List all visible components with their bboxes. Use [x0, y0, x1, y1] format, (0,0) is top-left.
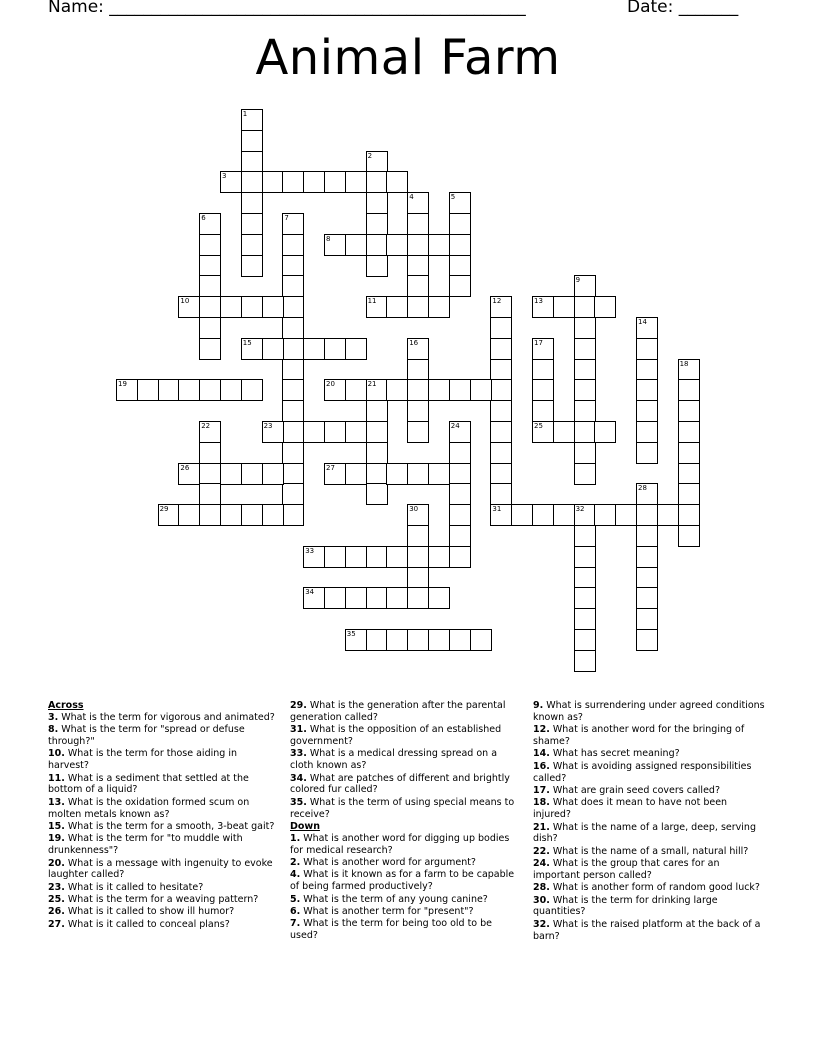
down-clue: 18. What does it mean to have not been injured?	[533, 797, 728, 821]
grid-cell[interactable]	[449, 379, 471, 401]
grid-cell[interactable]	[366, 234, 388, 256]
grid-cell[interactable]	[407, 359, 429, 381]
grid-cell[interactable]	[407, 629, 429, 651]
grid-cell[interactable]	[366, 192, 388, 214]
grid-cell[interactable]	[678, 379, 700, 401]
grid-number: 35	[346, 630, 356, 638]
grid-number: 25	[534, 422, 543, 430]
grid-cell[interactable]	[282, 317, 304, 339]
grid-cell[interactable]	[574, 650, 596, 672]
grid-cell[interactable]	[220, 463, 242, 485]
grid-cell[interactable]	[636, 567, 658, 589]
clue-column-2	[290, 700, 518, 942]
grid-cell[interactable]	[636, 525, 658, 547]
grid-cell[interactable]	[282, 275, 304, 297]
grid-cell[interactable]	[282, 338, 304, 360]
grid-number: 8	[326, 234, 331, 243]
grid-cell[interactable]	[262, 171, 284, 193]
grid-cell[interactable]	[407, 234, 429, 256]
grid-number: 7	[284, 214, 289, 222]
grid-cell[interactable]	[324, 171, 346, 193]
grid-cell[interactable]	[636, 608, 658, 630]
grid-cell[interactable]	[137, 379, 159, 401]
grid-cell[interactable]	[178, 504, 200, 526]
down-clue: 24. What is the group that cares for an important person called?	[533, 858, 720, 881]
grid-number: 18	[679, 359, 689, 368]
grid-cell[interactable]	[282, 234, 304, 256]
date-line: _______	[678, 0, 739, 17]
grid-cell[interactable]	[490, 379, 512, 401]
grid-cell[interactable]	[636, 504, 658, 526]
grid-cell[interactable]	[324, 587, 346, 609]
grid-cell[interactable]	[636, 400, 658, 422]
grid-cell[interactable]	[282, 400, 304, 422]
grid-cell[interactable]	[241, 234, 263, 256]
grid-cell[interactable]	[428, 546, 450, 568]
grid-cell[interactable]	[574, 359, 596, 381]
grid-number: 15	[242, 338, 252, 347]
grid-cell[interactable]	[366, 421, 388, 443]
grid-number: 26	[180, 463, 190, 472]
grid-cell[interactable]	[407, 213, 429, 235]
grid-number: 22	[201, 422, 211, 430]
grid-cell[interactable]	[574, 338, 596, 360]
grid-cell[interactable]	[574, 421, 596, 443]
grid-cell[interactable]	[636, 421, 658, 443]
grid-number: 32	[575, 505, 585, 514]
grid-cell[interactable]	[366, 463, 388, 485]
grid-cell[interactable]	[345, 379, 367, 401]
grid-cell[interactable]	[220, 379, 242, 401]
grid-cell[interactable]	[241, 255, 263, 277]
grid-cell[interactable]	[282, 171, 304, 193]
grid-cell[interactable]	[636, 587, 658, 609]
grid-cell[interactable]	[366, 546, 388, 568]
grid-cell[interactable]	[574, 567, 596, 589]
grid-cell[interactable]	[449, 255, 471, 277]
name-line: _________________________________________________	[109, 0, 526, 17]
across-clue: 27. What is it called to conceal plans?	[48, 918, 230, 930]
across-clue: 15. What is the term for a smooth, 3-beat gait?	[48, 820, 275, 832]
grid-cell[interactable]	[574, 317, 596, 339]
grid-cell[interactable]	[366, 171, 388, 193]
across-clue: 3. What is the term for vigorous and animated?	[48, 711, 275, 723]
grid-cell[interactable]	[407, 255, 429, 277]
down-clue: 12. What is another word for the bringing of shame?	[533, 724, 745, 747]
grid-cell[interactable]	[324, 338, 346, 360]
down-clue: 21. What is the name of a large, deep, serving dish?	[533, 821, 756, 845]
grid-cell[interactable]	[678, 463, 700, 485]
down-clue: 32. What is the raised platform at the back of a barn?	[533, 918, 761, 942]
grid-cell[interactable]	[574, 608, 596, 630]
down-heading: Down	[290, 820, 320, 832]
grid-number: 31	[492, 505, 502, 514]
grid-cell[interactable]	[428, 587, 450, 609]
grid-cell[interactable]	[636, 546, 658, 568]
grid-cell[interactable]	[199, 504, 221, 526]
across-heading: Across	[48, 700, 84, 711]
across-clue: 26. What is it called to show ill humor?	[48, 906, 235, 918]
grid-number: 23	[263, 422, 273, 430]
grid-cell[interactable]	[386, 296, 408, 318]
grid-number: 1	[242, 110, 248, 118]
grid-cell[interactable]	[241, 171, 263, 193]
grid-cell[interactable]	[490, 463, 512, 485]
grid-cell[interactable]	[407, 587, 429, 609]
grid-number: 14	[638, 318, 647, 326]
page-title: Animal Farm	[255, 30, 561, 86]
down-clue: 30. What is the term for drinking large quantities?	[533, 894, 718, 918]
grid-number: 30	[409, 505, 419, 514]
grid-number: 20	[326, 380, 335, 389]
name-label: Name:	[48, 0, 104, 17]
grid-cell[interactable]	[449, 483, 471, 505]
grid-cell[interactable]	[636, 629, 658, 651]
grid-cell[interactable]	[449, 234, 471, 256]
across-clue: 20. What is a message with ingenuity to evoke laughter called?	[48, 857, 273, 881]
grid-cell[interactable]	[345, 421, 367, 443]
across-clue: 13. What is the oxidation formed scum on molten metals known as?	[48, 796, 250, 820]
grid-cell[interactable]	[386, 587, 408, 609]
across-clue: 33. What is a medical dressing spread on a cloth known as?	[290, 748, 498, 772]
date-label: Date:	[627, 0, 674, 17]
grid-cell[interactable]	[574, 587, 596, 609]
across-clue: 11. What is a sediment that settled at the bottom of a liquid?	[48, 772, 249, 796]
grid-cell[interactable]	[678, 400, 700, 422]
grid-cell[interactable]	[345, 546, 367, 568]
grid-cell[interactable]	[282, 442, 304, 464]
grid-cell[interactable]	[470, 629, 492, 651]
grid-cell[interactable]	[532, 359, 554, 381]
grid-cell[interactable]	[594, 421, 616, 443]
grid-cell[interactable]	[158, 379, 180, 401]
grid-number: 34	[305, 588, 315, 597]
grid-cell[interactable]	[220, 504, 242, 526]
across-clue: 10. What is the term for those aiding in harvest?	[48, 748, 237, 772]
grid-cell[interactable]	[428, 463, 450, 485]
down-clue: 6. What is another term for "present"?	[290, 905, 474, 917]
grid-cell[interactable]	[678, 421, 700, 443]
grid-cell[interactable]	[345, 338, 367, 360]
grid-cell[interactable]	[470, 379, 492, 401]
grid-number: 28	[638, 484, 647, 493]
across-clue: 23. What is it called to hesitate?	[48, 881, 204, 893]
grid-cell[interactable]	[282, 421, 304, 443]
grid-number: 6	[201, 214, 206, 222]
grid-cell[interactable]	[490, 317, 512, 339]
grid-cell[interactable]	[574, 379, 596, 401]
grid-cell[interactable]	[657, 504, 679, 526]
down-clue: 22. What is the name of a small, natural hill?	[533, 845, 749, 857]
grid-cell[interactable]	[324, 421, 346, 443]
across-clue: 29. What is the generation after the parental generation called?	[290, 700, 506, 723]
grid-cell[interactable]	[449, 546, 471, 568]
grid-cell[interactable]	[386, 379, 408, 401]
grid-cell[interactable]	[407, 296, 429, 318]
across-clue: 25. What is the term for a weaving pattern?	[48, 894, 259, 906]
clue-column-3	[533, 700, 765, 943]
grid-cell[interactable]	[532, 400, 554, 422]
grid-number: 33	[305, 546, 315, 555]
grid-cell[interactable]	[615, 504, 637, 526]
grid-cell[interactable]	[407, 275, 429, 297]
grid-cell[interactable]	[303, 171, 325, 193]
down-clue: 7. What is the term for being too old to be used?	[290, 918, 493, 942]
grid-cell[interactable]	[220, 296, 242, 318]
grid-number: 17	[534, 338, 543, 347]
grid-cell[interactable]	[324, 546, 346, 568]
grid-cell[interactable]	[282, 359, 304, 381]
grid-cell[interactable]	[407, 400, 429, 422]
grid-cell[interactable]	[574, 400, 596, 422]
grid-number: 29	[159, 505, 169, 514]
grid-number: 9	[575, 276, 581, 285]
grid-number: 24	[450, 422, 460, 430]
grid-cell[interactable]	[366, 483, 388, 505]
grid-cell[interactable]	[490, 338, 512, 360]
grid-cell[interactable]	[262, 338, 284, 360]
grid-cell[interactable]	[490, 400, 512, 422]
grid-number: 13	[534, 297, 543, 306]
grid-cell[interactable]	[282, 483, 304, 505]
grid-cell[interactable]	[241, 151, 263, 173]
grid-cell[interactable]	[345, 234, 367, 256]
grid-number: 4	[409, 193, 414, 202]
grid-cell[interactable]	[366, 629, 388, 651]
down-clue: 28. What is another form of random good luck?	[533, 882, 760, 894]
grid-cell[interactable]	[407, 567, 429, 589]
grid-cell[interactable]	[636, 338, 658, 360]
grid-number: 16	[409, 338, 419, 347]
grid-cell[interactable]	[553, 296, 575, 318]
grid-cell[interactable]	[199, 442, 221, 464]
grid-number: 12	[492, 297, 502, 306]
grid-cell[interactable]	[407, 421, 429, 443]
grid-cell[interactable]	[532, 379, 554, 401]
clue-column-1	[48, 700, 278, 931]
grid-cell[interactable]	[407, 379, 429, 401]
grid-cell[interactable]	[449, 629, 471, 651]
grid-cell[interactable]	[386, 171, 408, 193]
grid-cell[interactable]	[241, 296, 263, 318]
down-clue: 9. What is surrendering under agreed conditions known as?	[533, 700, 765, 723]
grid-cell[interactable]	[428, 234, 450, 256]
grid-cell[interactable]	[366, 587, 388, 609]
across-clue: 31. What is the opposition of an established government?	[290, 724, 502, 747]
grid-cell[interactable]	[553, 421, 575, 443]
grid-cell[interactable]	[428, 379, 450, 401]
grid-cell[interactable]	[574, 296, 596, 318]
grid-cell[interactable]	[366, 442, 388, 464]
grid-cell[interactable]	[262, 296, 284, 318]
grid-cell[interactable]	[241, 130, 263, 152]
grid-cell[interactable]	[449, 504, 471, 526]
grid-number: 19	[118, 380, 127, 389]
grid-cell[interactable]	[636, 359, 658, 381]
grid-cell[interactable]	[678, 442, 700, 464]
grid-cell[interactable]	[407, 546, 429, 568]
grid-cell[interactable]	[262, 463, 284, 485]
grid-cell[interactable]	[199, 338, 221, 360]
grid-cell[interactable]	[241, 504, 263, 526]
grid-cell[interactable]	[386, 463, 408, 485]
grid-cell[interactable]	[511, 504, 533, 526]
grid-cell[interactable]	[345, 587, 367, 609]
grid-cell[interactable]	[574, 629, 596, 651]
grid-cell[interactable]	[282, 296, 304, 318]
grid-cell[interactable]	[407, 463, 429, 485]
across-clue: 35. What is the term of using special means to receive?	[290, 796, 515, 820]
across-clue: 34. What are patches of different and brightly colored fur called?	[290, 772, 510, 796]
grid-cell[interactable]	[282, 379, 304, 401]
across-clue: 19. What is the term for "to muddle with drunkenness"?	[48, 833, 243, 857]
grid-cell[interactable]	[428, 296, 450, 318]
grid-cell[interactable]	[407, 525, 429, 547]
down-clue: 14. What has secret meaning?	[533, 748, 680, 760]
grid-cell[interactable]	[636, 442, 658, 464]
grid-cell[interactable]	[366, 400, 388, 422]
grid-cell[interactable]	[178, 379, 200, 401]
grid-cell[interactable]	[199, 296, 221, 318]
grid-cell[interactable]	[386, 629, 408, 651]
down-clue: 5. What is the term of any young canine?	[290, 893, 488, 905]
grid-number: 3	[222, 172, 227, 181]
grid-cell[interactable]	[282, 255, 304, 277]
grid-cell[interactable]	[366, 255, 388, 277]
grid-cell[interactable]	[428, 629, 450, 651]
grid-cell[interactable]	[199, 275, 221, 297]
grid-cell[interactable]	[553, 504, 575, 526]
grid-cell[interactable]	[241, 463, 263, 485]
grid-cell[interactable]	[199, 463, 221, 485]
grid-cell[interactable]	[345, 463, 367, 485]
grid-cell[interactable]	[449, 442, 471, 464]
grid-cell[interactable]	[386, 546, 408, 568]
grid-number: 10	[180, 297, 190, 306]
grid-cell[interactable]	[490, 421, 512, 443]
grid-cell[interactable]	[199, 255, 221, 277]
grid-cell[interactable]	[574, 546, 596, 568]
grid-cell[interactable]	[241, 379, 263, 401]
grid-cell[interactable]	[282, 463, 304, 485]
grid-cell[interactable]	[636, 379, 658, 401]
grid-cell[interactable]	[678, 504, 700, 526]
down-clue: 2. What is another word for argument?	[290, 856, 476, 868]
grid-cell[interactable]	[678, 483, 700, 505]
grid-cell[interactable]	[262, 504, 284, 526]
grid-cell[interactable]	[386, 234, 408, 256]
grid-cell[interactable]	[282, 504, 304, 526]
grid-number: 5	[450, 193, 456, 202]
grid-number: 2	[367, 151, 373, 160]
down-clue: 4. What is it known as for a farm to be capable of being farmed productively?	[290, 869, 515, 893]
grid-cell[interactable]	[199, 317, 221, 339]
grid-cell[interactable]	[366, 213, 388, 235]
grid-cell[interactable]	[241, 213, 263, 235]
grid-cell[interactable]	[199, 483, 221, 505]
grid-cell[interactable]	[303, 338, 325, 360]
down-clue: 17. What are grain seed covers called?	[533, 784, 720, 796]
grid-cell[interactable]	[574, 525, 596, 547]
grid-cell[interactable]	[594, 296, 616, 318]
grid-cell[interactable]	[241, 192, 263, 214]
grid-cell[interactable]	[574, 463, 596, 485]
grid-cell[interactable]	[449, 525, 471, 547]
grid-cell[interactable]	[490, 359, 512, 381]
across-clue: 8. What is the term for "spread or defuse through?"	[48, 724, 245, 747]
grid-number: 21	[367, 380, 377, 389]
grid-cell[interactable]	[449, 213, 471, 235]
down-clue: 1. What is another word for digging up bodies for medical research?	[290, 832, 510, 856]
grid-cell[interactable]	[449, 463, 471, 485]
grid-cell[interactable]	[574, 442, 596, 464]
grid-cell[interactable]	[303, 421, 325, 443]
grid-cell[interactable]	[490, 442, 512, 464]
grid-cell[interactable]	[199, 379, 221, 401]
grid-cell[interactable]	[678, 525, 700, 547]
grid-cell[interactable]	[449, 275, 471, 297]
grid-cell[interactable]	[532, 504, 554, 526]
grid-cell[interactable]	[490, 483, 512, 505]
grid-cell[interactable]	[199, 234, 221, 256]
grid-cell[interactable]	[345, 171, 367, 193]
grid-number: 27	[326, 463, 335, 472]
down-clue: 16. What is avoiding assigned responsibilities called?	[533, 760, 752, 784]
grid-number: 11	[367, 297, 377, 306]
grid-cell[interactable]	[594, 504, 616, 526]
